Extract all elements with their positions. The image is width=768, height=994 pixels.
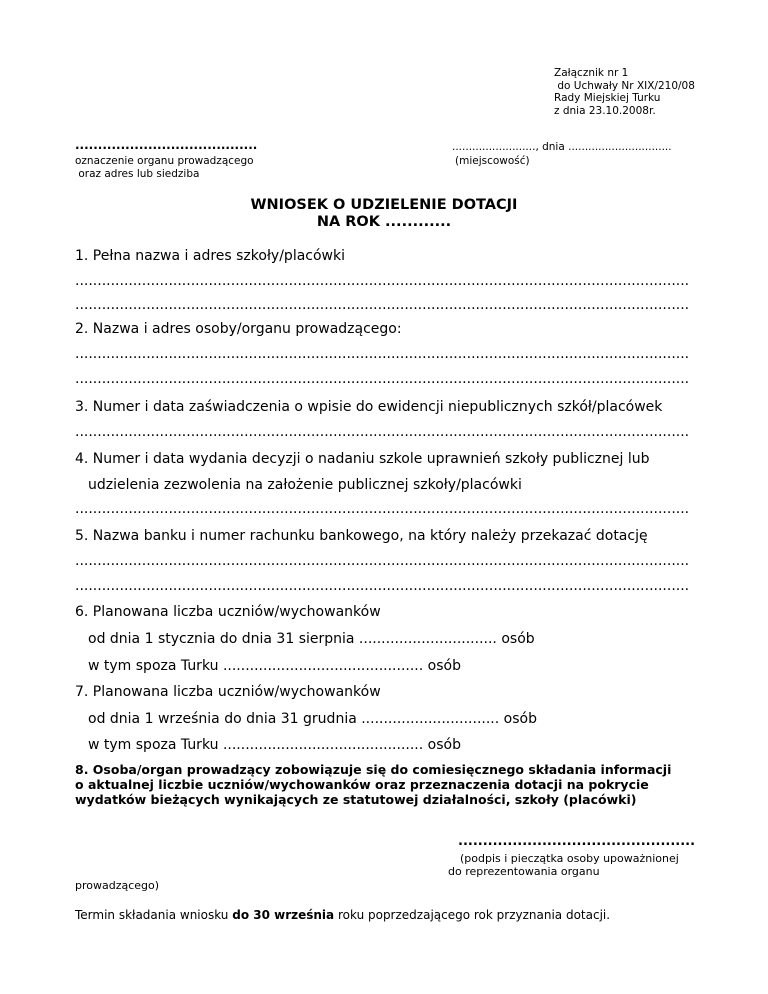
question-2: 2. Nazwa i adres osoby/organu prowadzącego:: [75, 321, 402, 337]
question-5: 5. Nazwa banku i numer rachunku bankowego, na który należy przekazać dotację: [75, 528, 648, 544]
deadline-note: [75, 908, 610, 922]
question-6-outside-turek: w tym spoza Turku ............................................. osób: [88, 658, 461, 674]
place-date-dots: ........................., dnia ...............................: [452, 141, 672, 153]
attachment-line-2: do Uchwały Nr XIX/210/08: [554, 79, 695, 92]
question-4: 4. Numer i data wydania decyzji o nadaniu szkole uprawnień szkoły publicznej lub: [75, 451, 650, 467]
answer-line: ..........................................................................................................................................: [75, 297, 690, 313]
answer-line: ..........................................................................................................................................: [75, 346, 690, 362]
signature-label-2: do reprezentowania organu: [448, 865, 600, 878]
question-7-period: od dnia 1 września do dnia 31 grudnia ............................... osób: [88, 711, 537, 727]
declaration-8: 8. Osoba/organ prowadzący zobowiązuje się do comiesięcznego składania informacji o aktualnej liczbie uczniów/wychowanków oraz przeznaczenia dotacji na pokrycie wydatków bieżących wynikających ze statutowej działalności, szkoły (placówki): [75, 762, 672, 807]
answer-line: ..........................................................................................................................................: [75, 371, 690, 387]
organ-label-1: oznaczenie organu prowadzącego: [75, 155, 254, 167]
answer-line: ..........................................................................................................................................: [75, 578, 690, 594]
question-4-continued: udzielenia zezwolenia na założenie publicznej szkoły/placówki: [88, 477, 522, 493]
attachment-line-4: z dnia 23.10.2008r.: [554, 104, 656, 117]
attachment-line-3: Rady Miejskiej Turku: [554, 92, 661, 104]
question-3: 3. Numer i data zaświadczenia o wpisie do ewidencji niepublicznych szkół/placówek: [75, 399, 663, 415]
form-title-line-2: NA ROK ............: [316, 214, 452, 230]
question-7-outside-turek: w tym spoza Turku ............................................. osób: [88, 737, 461, 753]
question-1: 1. Pełna nazwa i adres szkoły/placówki: [75, 248, 345, 264]
answer-line: ..........................................................................................................................................: [75, 501, 690, 517]
signature-label-1: (podpis i pieczątka osoby upoważnionej: [460, 852, 679, 865]
signature-dots: ................................................: [458, 834, 696, 849]
attachment-line-1: Załącznik nr 1: [554, 67, 629, 79]
deadline-pre: Termin składania wniosku: [75, 908, 233, 922]
signature-label-3: prowadzącego): [75, 879, 160, 892]
place-label: (miejscowość): [455, 155, 530, 167]
question-6: 6. Planowana liczba uczniów/wychowanków: [75, 604, 381, 620]
form-title-line-1: WNIOSEK O UDZIELENIE DOTACJI: [250, 197, 518, 213]
answer-line: ..........................................................................................................................................: [75, 424, 690, 440]
answer-line: ..........................................................................................................................................: [75, 553, 690, 569]
deadline-date: do 30 września: [232, 908, 335, 922]
organ-label-2: oraz adres lub siedziba: [75, 168, 200, 180]
attachment-note: [554, 67, 695, 117]
organ-dots: ........................................: [75, 138, 258, 152]
answer-line: ..........................................................................................................................................: [75, 273, 690, 289]
deadline-post: roku poprzedzającego rok przyznania dotacji.: [334, 908, 611, 922]
question-6-period: od dnia 1 stycznia do dnia 31 sierpnia ............................... osób: [88, 631, 535, 647]
question-7: 7. Planowana liczba uczniów/wychowanków: [75, 684, 381, 700]
